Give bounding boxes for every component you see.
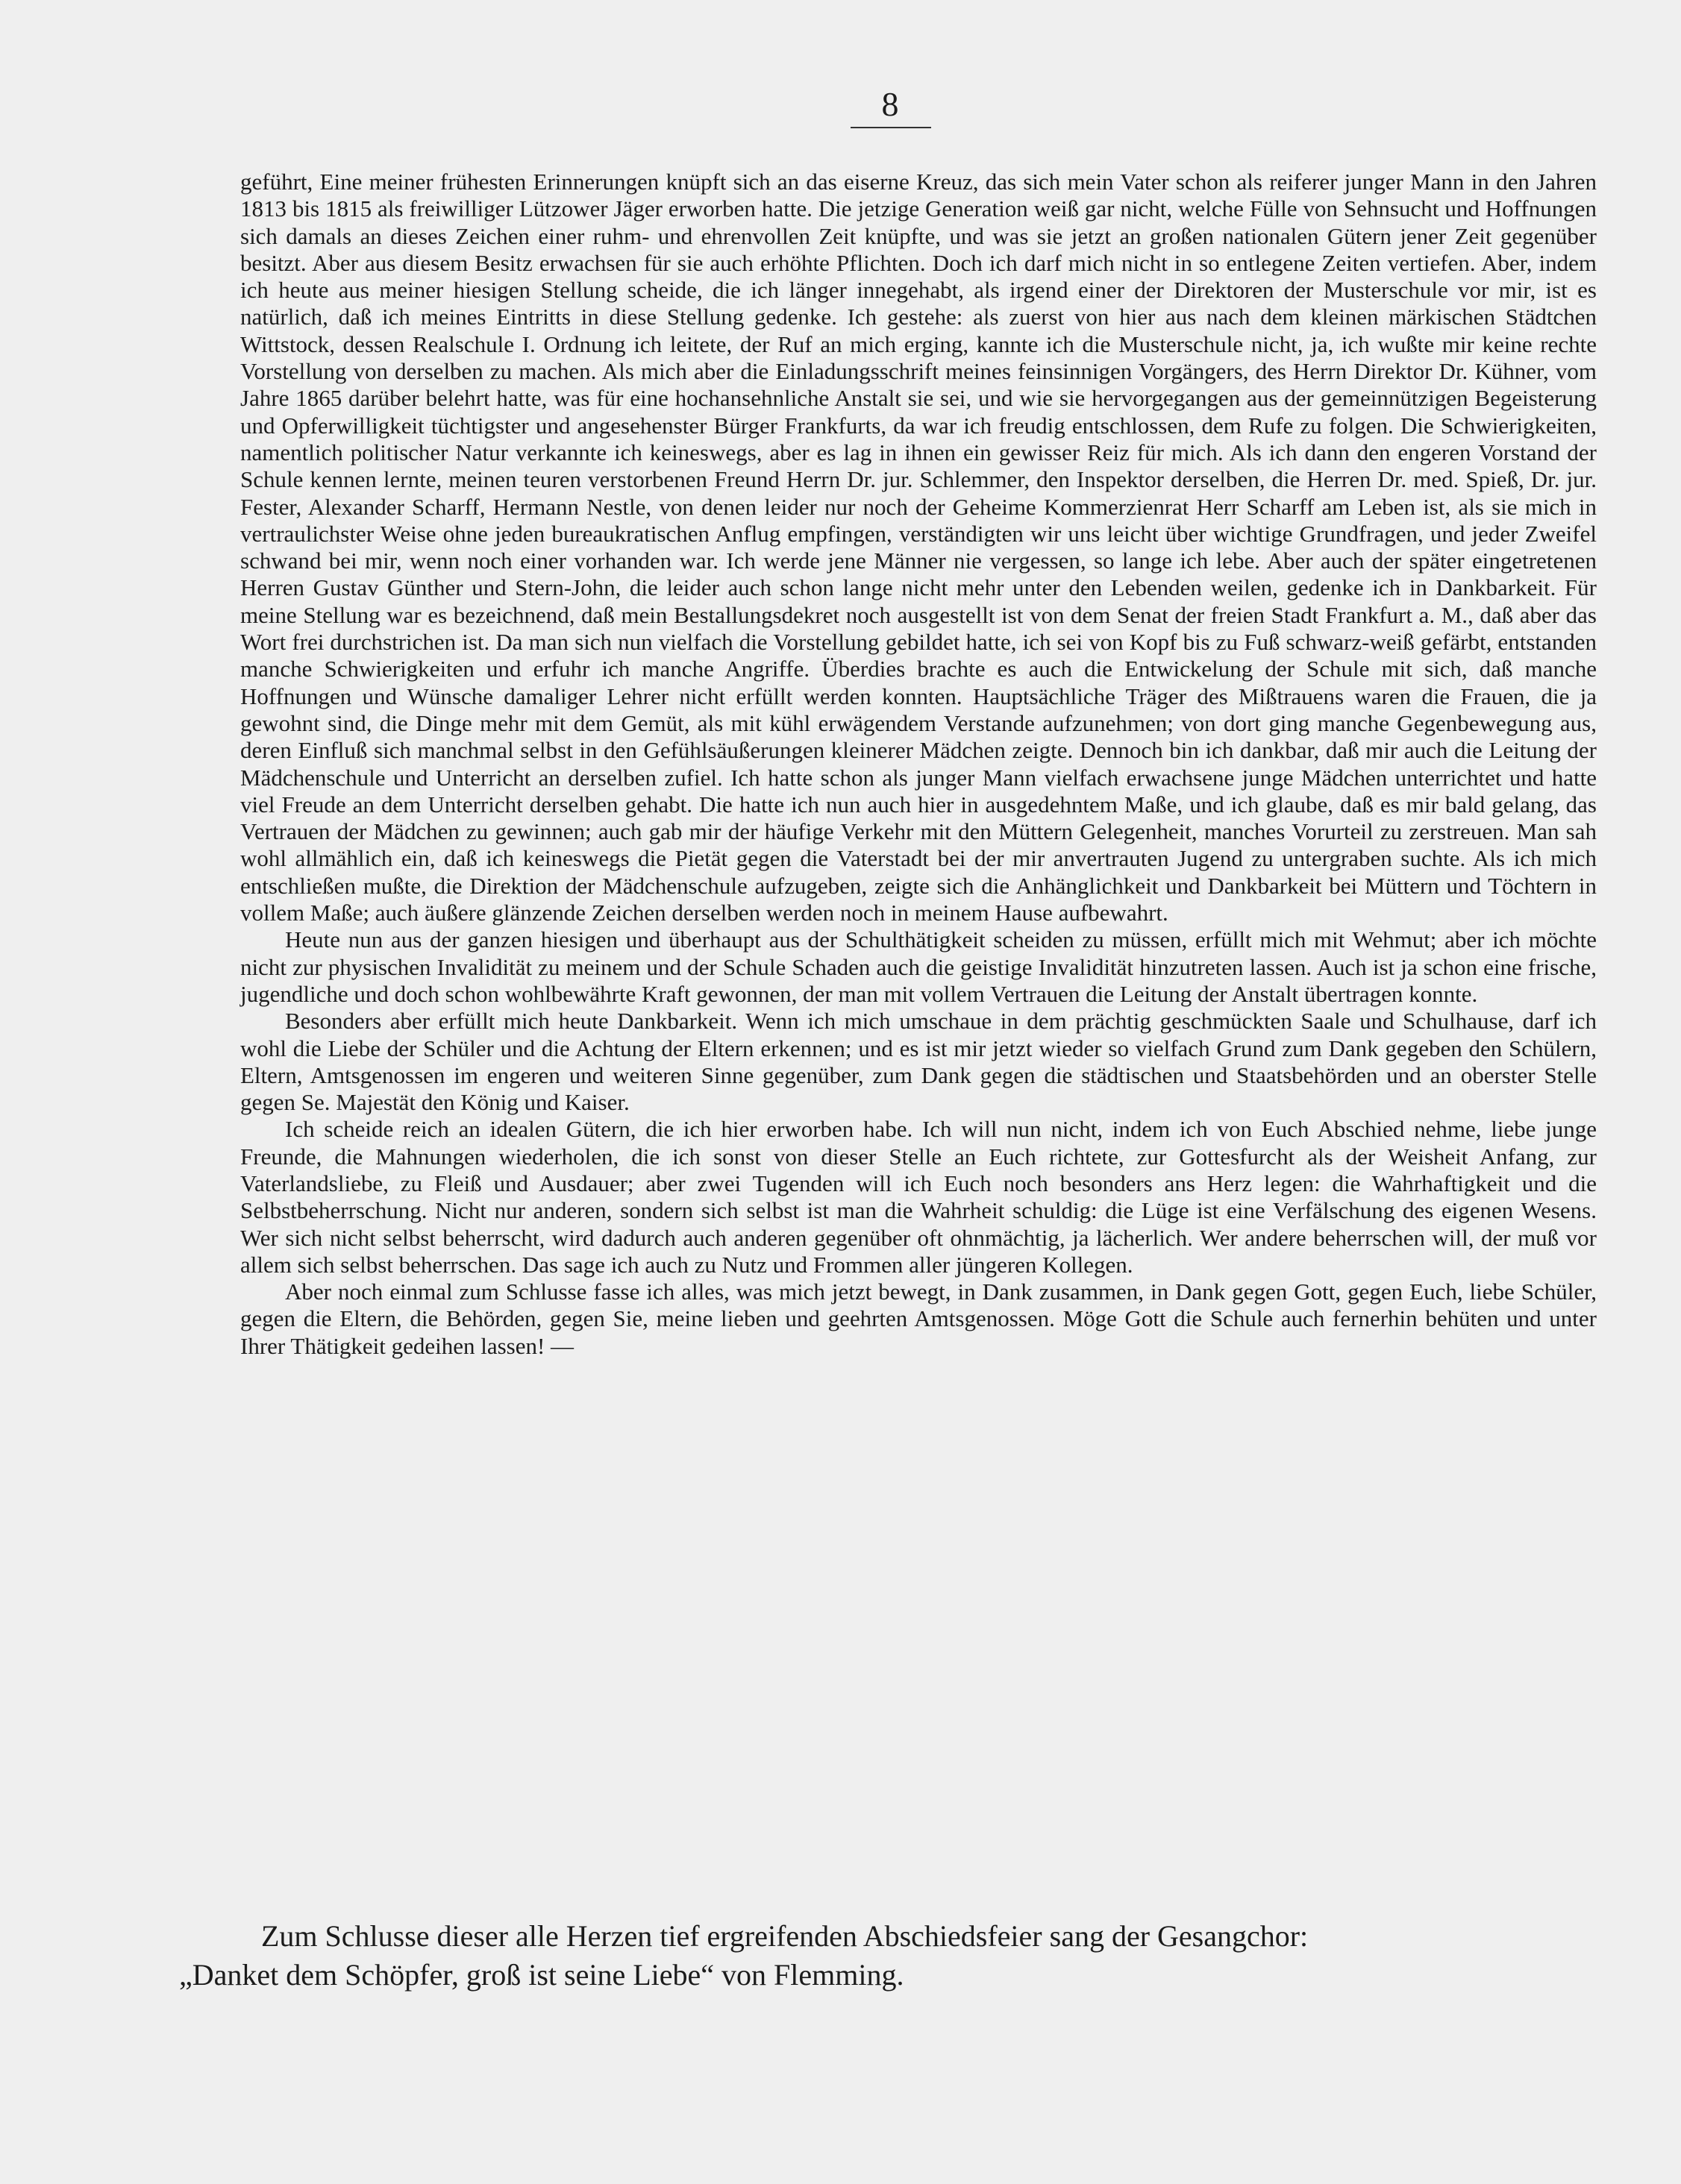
page-number-rule xyxy=(851,127,931,128)
closing-line: „Danket dem Schöpfer, groß ist seine Liebe“ von Flemming. xyxy=(179,1958,904,1992)
paragraph: Besonders aber erfüllt mich heute Dankbarkeit. Wenn ich mich umschaue in dem prächtig geschmückten Saale und Schulhause, darf ich wohl die Liebe der Schüler und die Achtung der Eltern erkennen; und es ist mir jetzt wieder so vielfach Grund zum Dank gegeben den Schülern, Eltern, Amtsgenossen im engeren und weiteren Sinne gegenüber, zum Dank gegen die städtischen und Staatsbehörden und an oberster Stelle gegen Se. Majestät den König und Kaiser. xyxy=(240,1008,1597,1116)
closing-line: Zum Schlusse dieser alle Herzen tief ergreifenden Abschiedsfeier sang der Gesangchor: xyxy=(261,1919,1309,1953)
closing-remark xyxy=(179,1917,1597,1995)
page-number: 8 xyxy=(881,85,899,123)
paragraph: Ich scheide reich an idealen Gütern, die ich hier erworben habe. Ich will nun nicht, indem ich von Euch Abschied nehme, liebe junge Freunde, die Mahnungen wiederholen, die ich sonst von dieser Stelle an Euch richtete, zur Gottesfurcht als der Weisheit Anfang, zur Vaterlandsliebe, zu Fleiß und Ausdauer; aber zwei Tugenden will ich Euch noch besonders ans Herz legen: die Wahrhaftigkeit und die Selbstbeherrschung. Nicht nur anderen, sondern sich selbst ist man die Wahrheit schuldig: die Lüge ist eine Verfälschung des eigenen Wesens. Wer sich nicht selbst beherrscht, wird dadurch auch anderen gegenüber oft ohnmächtig, ja lächerlich. Wer andere beherrschen will, der muß vor allem sich selbst beherrschen. Das sage ich auch zu Nutz und Frommen aller jüngeren Kollegen. xyxy=(240,1116,1597,1278)
paragraph: Heute nun aus der ganzen hiesigen und überhaupt aus der Schulthätigkeit scheiden zu müssen, erfüllt mich mit Wehmut; aber ich möchte nicht zur physischen Invalidität zu meinem und der Schule Schaden auch die geistige Invalidität hinzutreten lassen. Auch ist ja schon eine frische, jugendliche und doch schon wohlbewährte Kraft gewonnen, der man mit vollem Vertrauen die Leitung der Anstalt übertragen konnte. xyxy=(240,926,1597,1007)
main-text xyxy=(240,169,1597,1360)
paragraph: Aber noch einmal zum Schlusse fasse ich alles, was mich jetzt bewegt, in Dank zusammen, in Dank gegen Gott, gegen Euch, liebe Schüler, gegen die Eltern, die Behörden, gegen Sie, meine lieben und geehrten Amtsgenossen. Möge Gott die Schule auch fernerhin behüten und unter Ihrer Thätigkeit gedeihen lassen! — xyxy=(240,1278,1597,1359)
paragraph: geführt, Eine meiner frühesten Erinnerungen knüpft sich an das eiserne Kreuz, das sich mein Vater schon als reiferer junger Mann in den Jahren 1813 bis 1815 als freiwilliger Lützower Jäger erworben hatte. Die jetzige Generation weiß gar nicht, welche Fülle von Sehnsucht und Hoffnungen sich damals an dieses Zeichen einer ruhm- und ehrenvollen Zeit knüpfte, und was sie jetzt an großen nationalen Gütern jener Zeit gegenüber besitzt. Aber aus diesem Besitz erwachsen für sie auch erhöhte Pflichten. Doch ich darf mich nicht in so entlegene Zeiten vertiefen. Aber, indem ich heute aus meiner hiesigen Stellung scheide, die ich länger innegehabt, als irgend einer der Direktoren der Musterschule vor mir, ist es natürlich, daß ich meines Eintritts in diese Stellung gedenke. Ich gestehe: als zuerst von hier aus nach dem kleinen märkischen Städtchen Wittstock, dessen Realschule I. Ordnung ich leitete, der Ruf an mich erging, kannte ich die Musterschule nicht, ja, ich wußte mir keine rechte Vorstellung von derselben zu machen. Als mich aber die Einladungsschrift meines feinsinnigen Vorgängers, des Herrn Direktor Dr. Kühner, vom Jahre 1865 darüber belehrt hatte, was für eine hochansehnliche Anstalt sie sei, und wie sie hervorgegangen aus der gemeinnützigen Begeisterung und Opferwilligkeit tüchtigster und angesehenster Bürger Frankfurts, da war ich freudig entschlossen, dem Rufe zu folgen. Die Schwierigkeiten, namentlich politischer Natur verkannte ich keineswegs, aber es lag in ihnen ein gewisser Reiz für mich. Als ich dann den engeren Vorstand der Schule kennen lernte, meinen teuren verstorbenen Freund Herrn Dr. jur. Schlemmer, den Inspektor derselben, die Herren Dr. med. Spieß, Dr. jur. Fester, Alexander Scharff, Hermann Nestle, von denen leider nur noch der Geheime Kommerzienrat Herr Scharff am Leben ist, als sie mich in vertraulichster Weise ohne jeden bureaukratischen Anflug empfingen, verständigten wir uns leicht über wichtige Grundfragen, und jeder Zweifel schwand bei mir, wenn noch einer vorhanden war. Ich werde jene Männer nie vergessen, so lange ich lebe. Aber auch der später eingetretenen Herren Gustav Günther und Stern-John, die leider auch schon lange nicht mehr unter den Lebenden weilen, gedenke ich in Dankbarkeit. Für meine Stellung war es bezeichnend, daß mein Bestallungsdekret noch ausgestellt ist von dem Senat der freien Stadt Frankfurt a. M., daß aber das Wort frei durchstrichen ist. Da man sich nun vielfach die Vorstellung gebildet hatte, ich sei von Kopf bis zu Fuß schwarz-weiß gefärbt, entstanden manche Schwierigkeiten und erfuhr ich manche Angriffe. Überdies brachte es auch die Entwickelung der Schule mit sich, daß manche Hoffnungen und Wünsche damaliger Lehrer nicht erfüllt werden konnten. Hauptsächliche Träger des Mißtrauens waren die Frauen, die ja gewohnt sind, die Dinge mehr mit dem Gemüt, als mit kühl erwägendem Verstande aufzunehmen; von dort ging manche Gegenbewegung aus, deren Einfluß sich manchmal selbst in den Gefühlsäußerungen kleinerer Mädchen zeigte. Dennoch bin ich dankbar, daß mir auch die Leitung der Mädchenschule und Unterricht an derselben zufiel. Ich hatte schon als junger Mann vielfach erwachsene junge Mädchen unterrichtet und hatte viel Freude an dem Unterricht derselben gehabt. Die hatte ich nun auch hier in ausgedehntem Maße, und ich glaube, daß es mir bald gelang, das Vertrauen der Mädchen zu gewinnen; auch gab mir der häufige Verkehr mit den Müttern Gelegenheit, manches Vorurteil zu zerstreuen. Man sah wohl allmählich ein, daß ich keineswegs die Pietät gegen die Vaterstadt bei der mir anvertrauten Jugend zu untergraben suchte. Als ich mich entschließen mußte, die Direktion der Mädchenschule aufzugeben, zeigte sich die Anhänglichkeit und Dankbarkeit bei Müttern und Töchtern in vollem Maße; auch äußere glänzende Zeichen derselben werden noch in meinem Hause aufbewahrt. xyxy=(240,169,1597,926)
